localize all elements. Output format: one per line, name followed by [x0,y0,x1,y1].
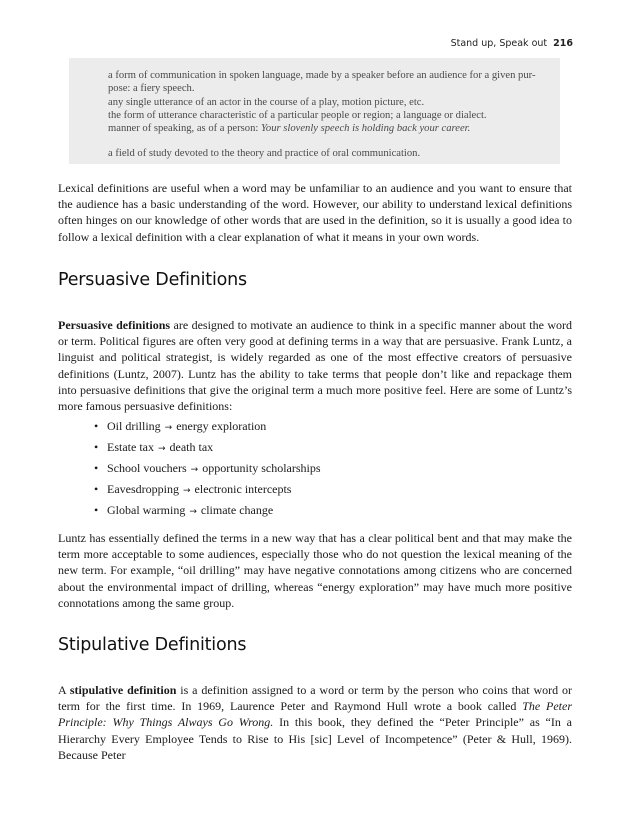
persuasive-follow-paragraph: Luntz has essentially defined the terms in a new way that has a clear political bent and that may make the term more acceptable to some audiences, especially those who do not question the lexical meaning of the new term. For example, “oil drilling” may have negative connotations among citizens who are concerned about the environmental impact of drilling, whereas “energy exploration” may have much more positive connotations among the same group. [58,531,572,610]
manner-prefix: manner of speaking, as of a person: [108,123,261,135]
bullet-icon: • [94,502,99,517]
definition-line: a form of communication in spoken language, made by a speaker before an audience for a given pur- [108,70,536,81]
definition-line-manner [108,122,560,135]
persuasive-term: Persuasive definitions [58,318,171,332]
bullet-icon: • [94,460,99,475]
running-head-title: Stand up, Speak out [450,38,548,49]
definition-line: any single utterance of an actor in the course of a play, motion picture, etc. [108,96,425,108]
definition-lines [108,69,560,161]
example-to: opportunity scholarships [202,460,321,475]
definition-line-field: a field of study devoted to the theory and practice of oral communication. [108,148,421,160]
bullet-icon: • [94,439,99,454]
list-item [94,502,321,523]
definition-line: pose: a fiery speech. [108,83,195,95]
example-from: School vouchers [107,460,187,475]
stipulative-text-1: is a definition assigned to a word or term by the person who coins that word or term for the first time. In 1969, Laurence Peter and Raymond Hull wrote a book called [58,683,572,714]
list-item [94,481,321,502]
running-head [451,38,573,49]
right-arrow-icon: → [182,485,191,496]
definition-line: the form of utterance characteristic of a particular people or region; a language or dialect. [108,109,487,121]
example-to: electronic intercepts [194,481,292,496]
lexical-paragraph: Lexical definitions are useful when a word may be unfamiliar to an audience and you want to ensure that the audience has a basic understanding of the word. However, our ability to understand lexical definitions often hinges on our knowledge of other words that are used in the definition, so it is usually a good idea to follow a lexical definition with a clear explanation of what it means in your own words. [58,181,572,244]
example-from: Oil drilling [107,419,161,433]
stipulative-heading: Stipulative Definitions [58,635,247,655]
stipulative-term: stipulative definition [69,683,177,697]
stipulative-paragraph [58,682,572,763]
stipulative-prefix: A [58,683,70,697]
right-arrow-icon: → [189,506,197,517]
persuasive-examples-list [94,418,321,522]
page-number: 216 [553,38,573,49]
example-from: Estate tax [107,439,154,454]
persuasive-intro-paragraph [58,317,572,414]
example-to: death tax [169,439,214,454]
right-arrow-icon: → [157,443,166,454]
list-item [94,460,321,481]
right-arrow-icon: → [190,464,199,475]
definition-box [69,58,560,164]
persuasive-intro-text: are designed to motivate an audience to think in a specific manner about the word or term. Political figures are often very good at defining terms in a way that are persuasive. Frank Luntz, a linguist and political strategist, is widely regarded as one of the most effective creators of persuasive definitions (Luntz, 2007). Luntz has the ability to take terms that people don’t like and repackage them into persuasive definitions that give the original term a much more positive feel. Here are some of Luntz’s more famous persuasive definitions: [58,318,572,414]
example-to: climate change [200,502,274,517]
persuasive-heading: Persuasive Definitions [58,270,247,290]
right-arrow-icon: → [164,423,173,433]
bullet-icon: • [94,481,99,496]
manner-example: Your slovenly speech is holding back your career. [260,123,471,135]
list-item [94,439,321,460]
stipulative-text-2: In this book, they defined the “Peter Principle” as “In a Hierarchy Every Employee Tends to Rise to His [sic] Level of Incompetence” (Peter & Hull, 1969). Because Peter [58,715,572,762]
example-to: energy exploration [176,419,267,433]
book-title: The Peter Principle: Why Things Always Go Wrong. [58,699,573,730]
list-item [94,418,321,439]
example-from: Eavesdropping [107,481,179,496]
example-from: Global warming [107,502,186,517]
bullet-icon: • [94,419,99,433]
